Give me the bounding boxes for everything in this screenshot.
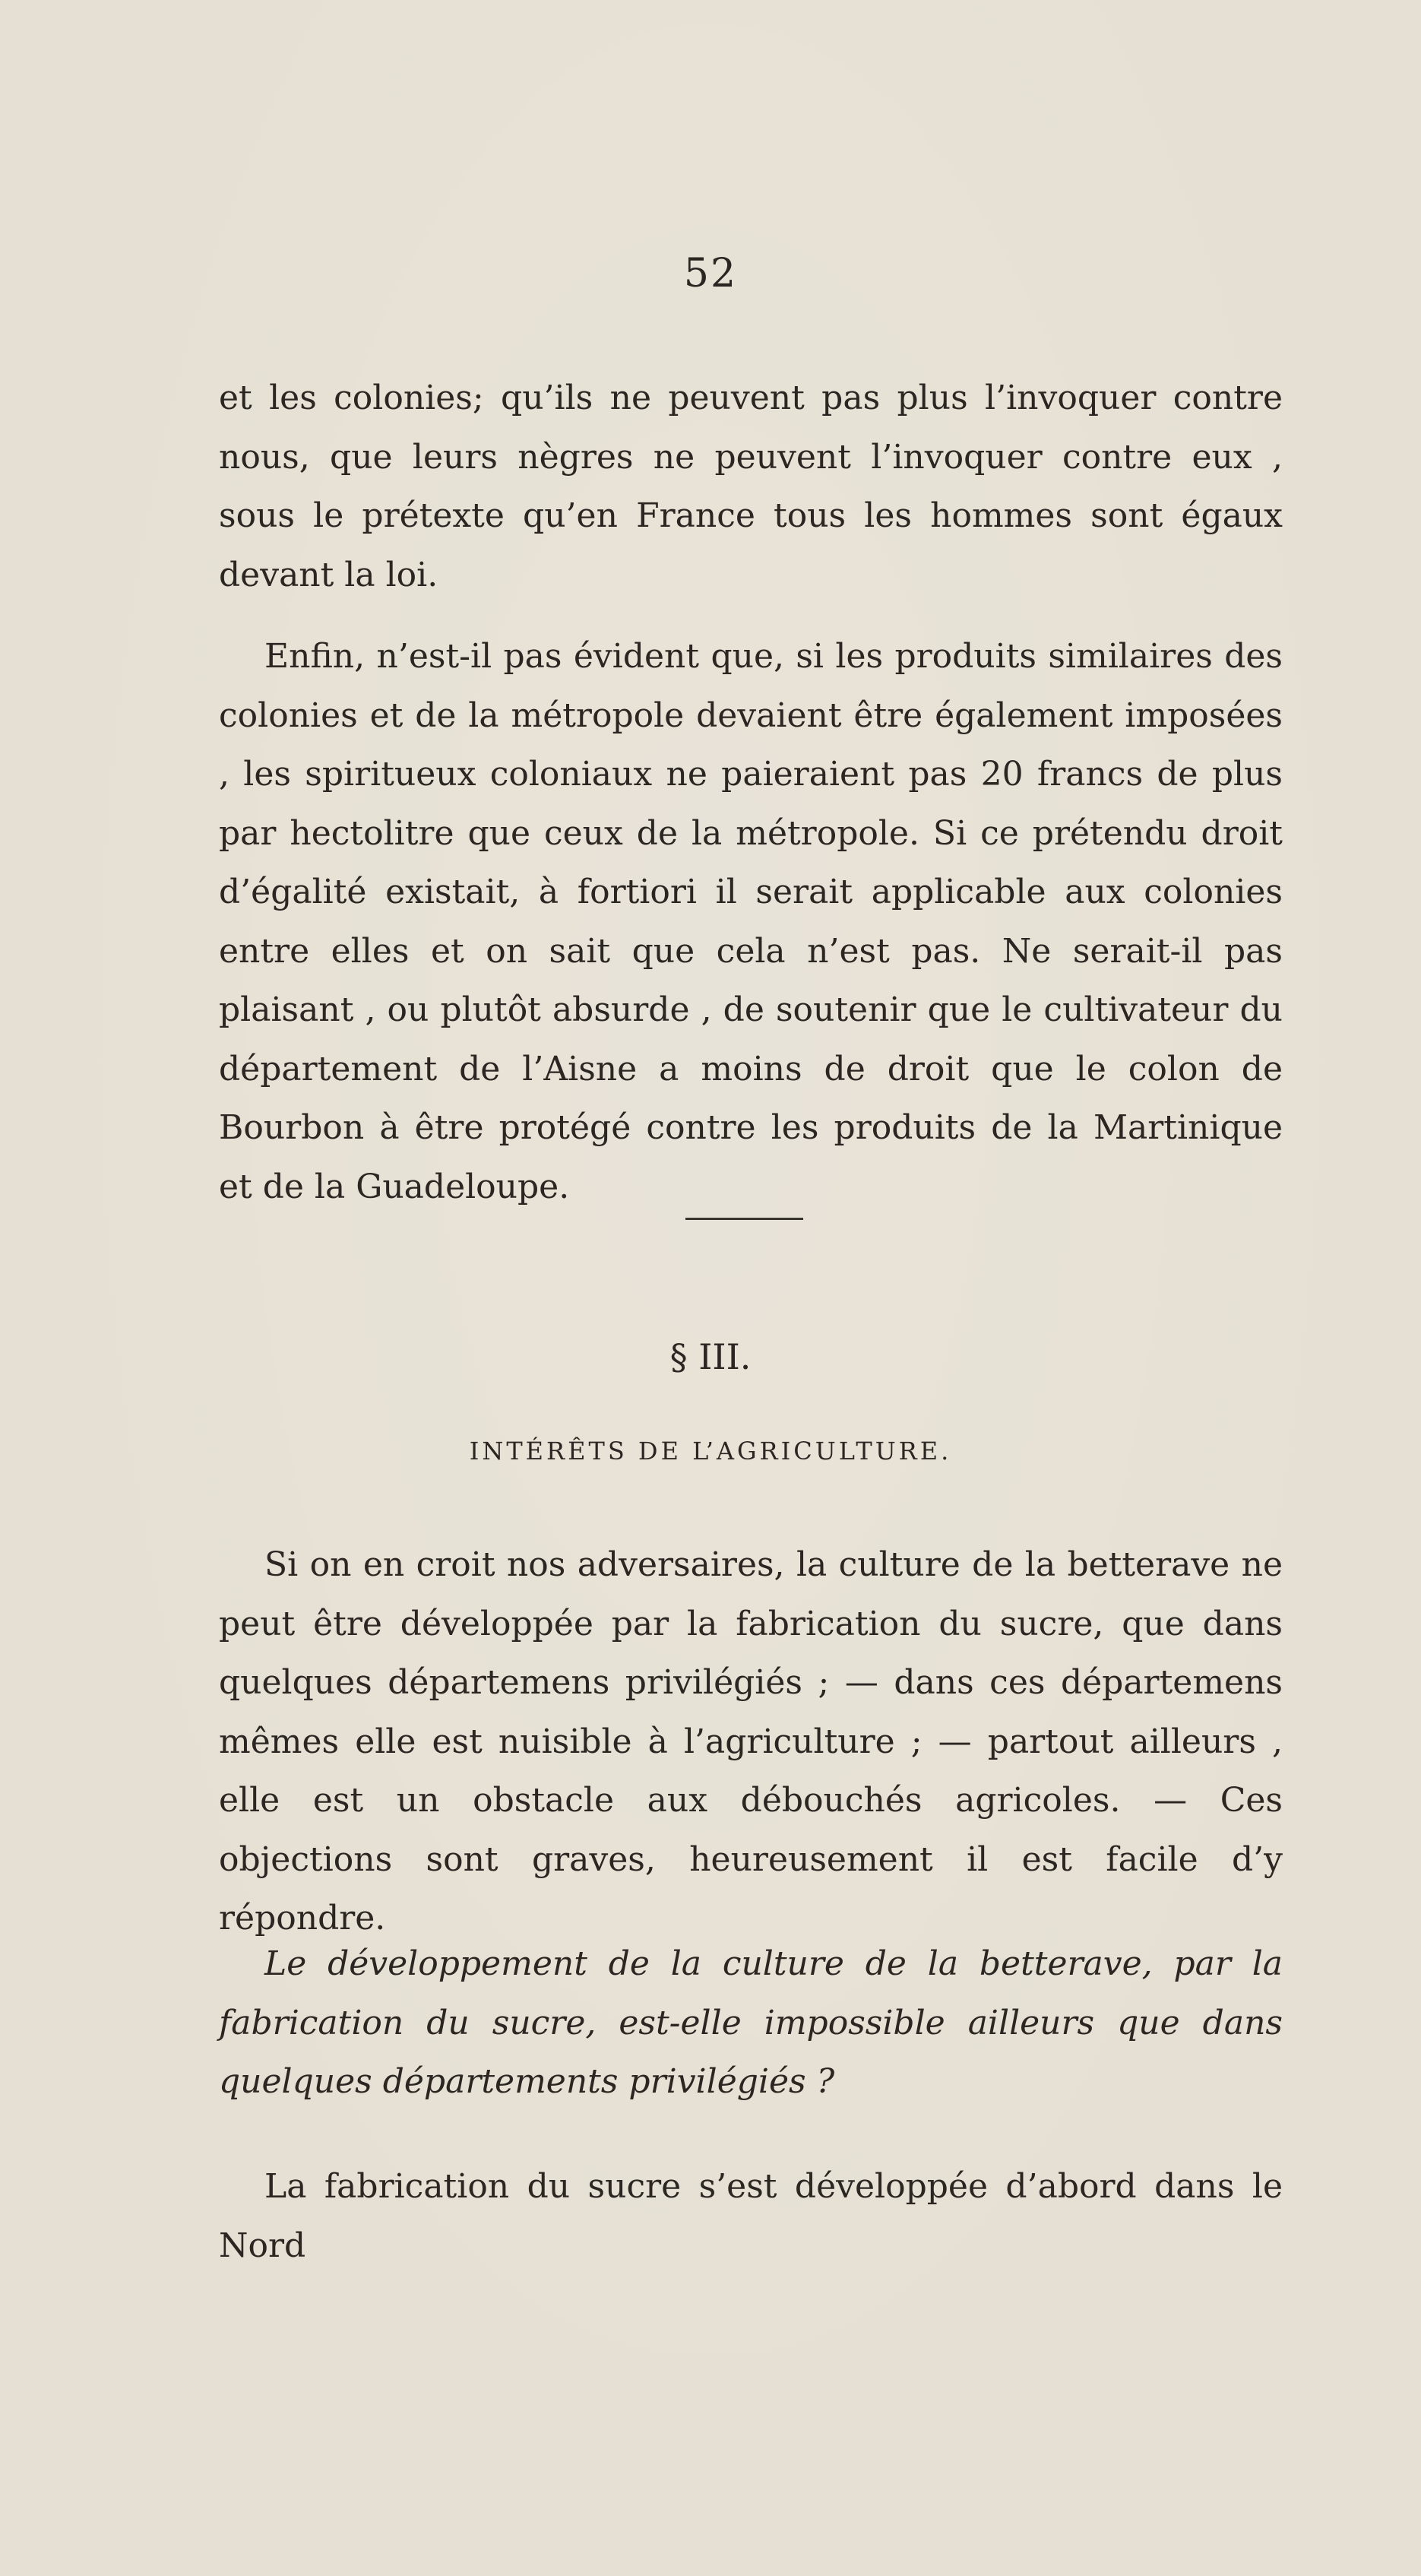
paragraph-text: Enfin, n’est-il pas évident que, si les produits similaires des colonies et de la métropole devaient être également imposées , les spiritueux coloniaux ne paieraient pas 20 francs de plus par hectolitre que ceux de la métropole. Si ce prétendu droit d’égalité existait, à fortiori il serait applicable aux colonies entre elles et on sait que cela n’est pas. Ne serait-il pas plaisant , ou plutôt absurde , de soutenir que le cultivateur du département de l’Aisne a moins de droit que le colon de Bourbon à être protégé contre les produits de la Martinique et de la Guadeloupe. <box>219 637 1283 1206</box>
section-divider <box>685 1218 803 1220</box>
section-title: INTÉRÊTS DE L’AGRICULTURE. <box>469 1437 952 1465</box>
paragraph-text: La fabrication du sucre s’est développée d’abord dans le Nord <box>219 2167 1283 2265</box>
paragraph-question-heading <box>219 1934 1283 2112</box>
paragraph-adversaries-objections <box>219 1535 1283 1948</box>
section-number: § III. <box>669 1336 752 1377</box>
paragraph-text: Le développement de la culture de la betterave, par la fabrication du sucre, est-elle impossible ailleurs que dans quelques départements privilégiés ? <box>219 1944 1283 2101</box>
paragraph-text: et les colonies; qu’ils ne peuvent pas plus l’invoquer contre nous, que leurs nègres ne peuvent l’invoquer contre eux , sous le prétexte qu’en France tous les hommes sont égaux devant la loi. <box>219 379 1283 594</box>
paragraph-colonies-equality <box>219 369 1283 604</box>
page-number: 52 <box>683 251 738 296</box>
paragraph-text: Si on en croit nos adversaires, la culture de la betterave ne peut être développée par la fabrication du sucre, que dans quelques départemens privilégiés ; — dans ces départemens mêmes elle est nuisible à l’agriculture ; — partout ailleurs , elle est un obstacle aux débouchés agricoles. — Ces objections sont graves, heureusement il est facile d’y répondre. <box>219 1545 1283 1938</box>
paragraph-sugar-fabrication <box>219 2157 1283 2275</box>
paragraph-similar-products <box>219 627 1283 1216</box>
